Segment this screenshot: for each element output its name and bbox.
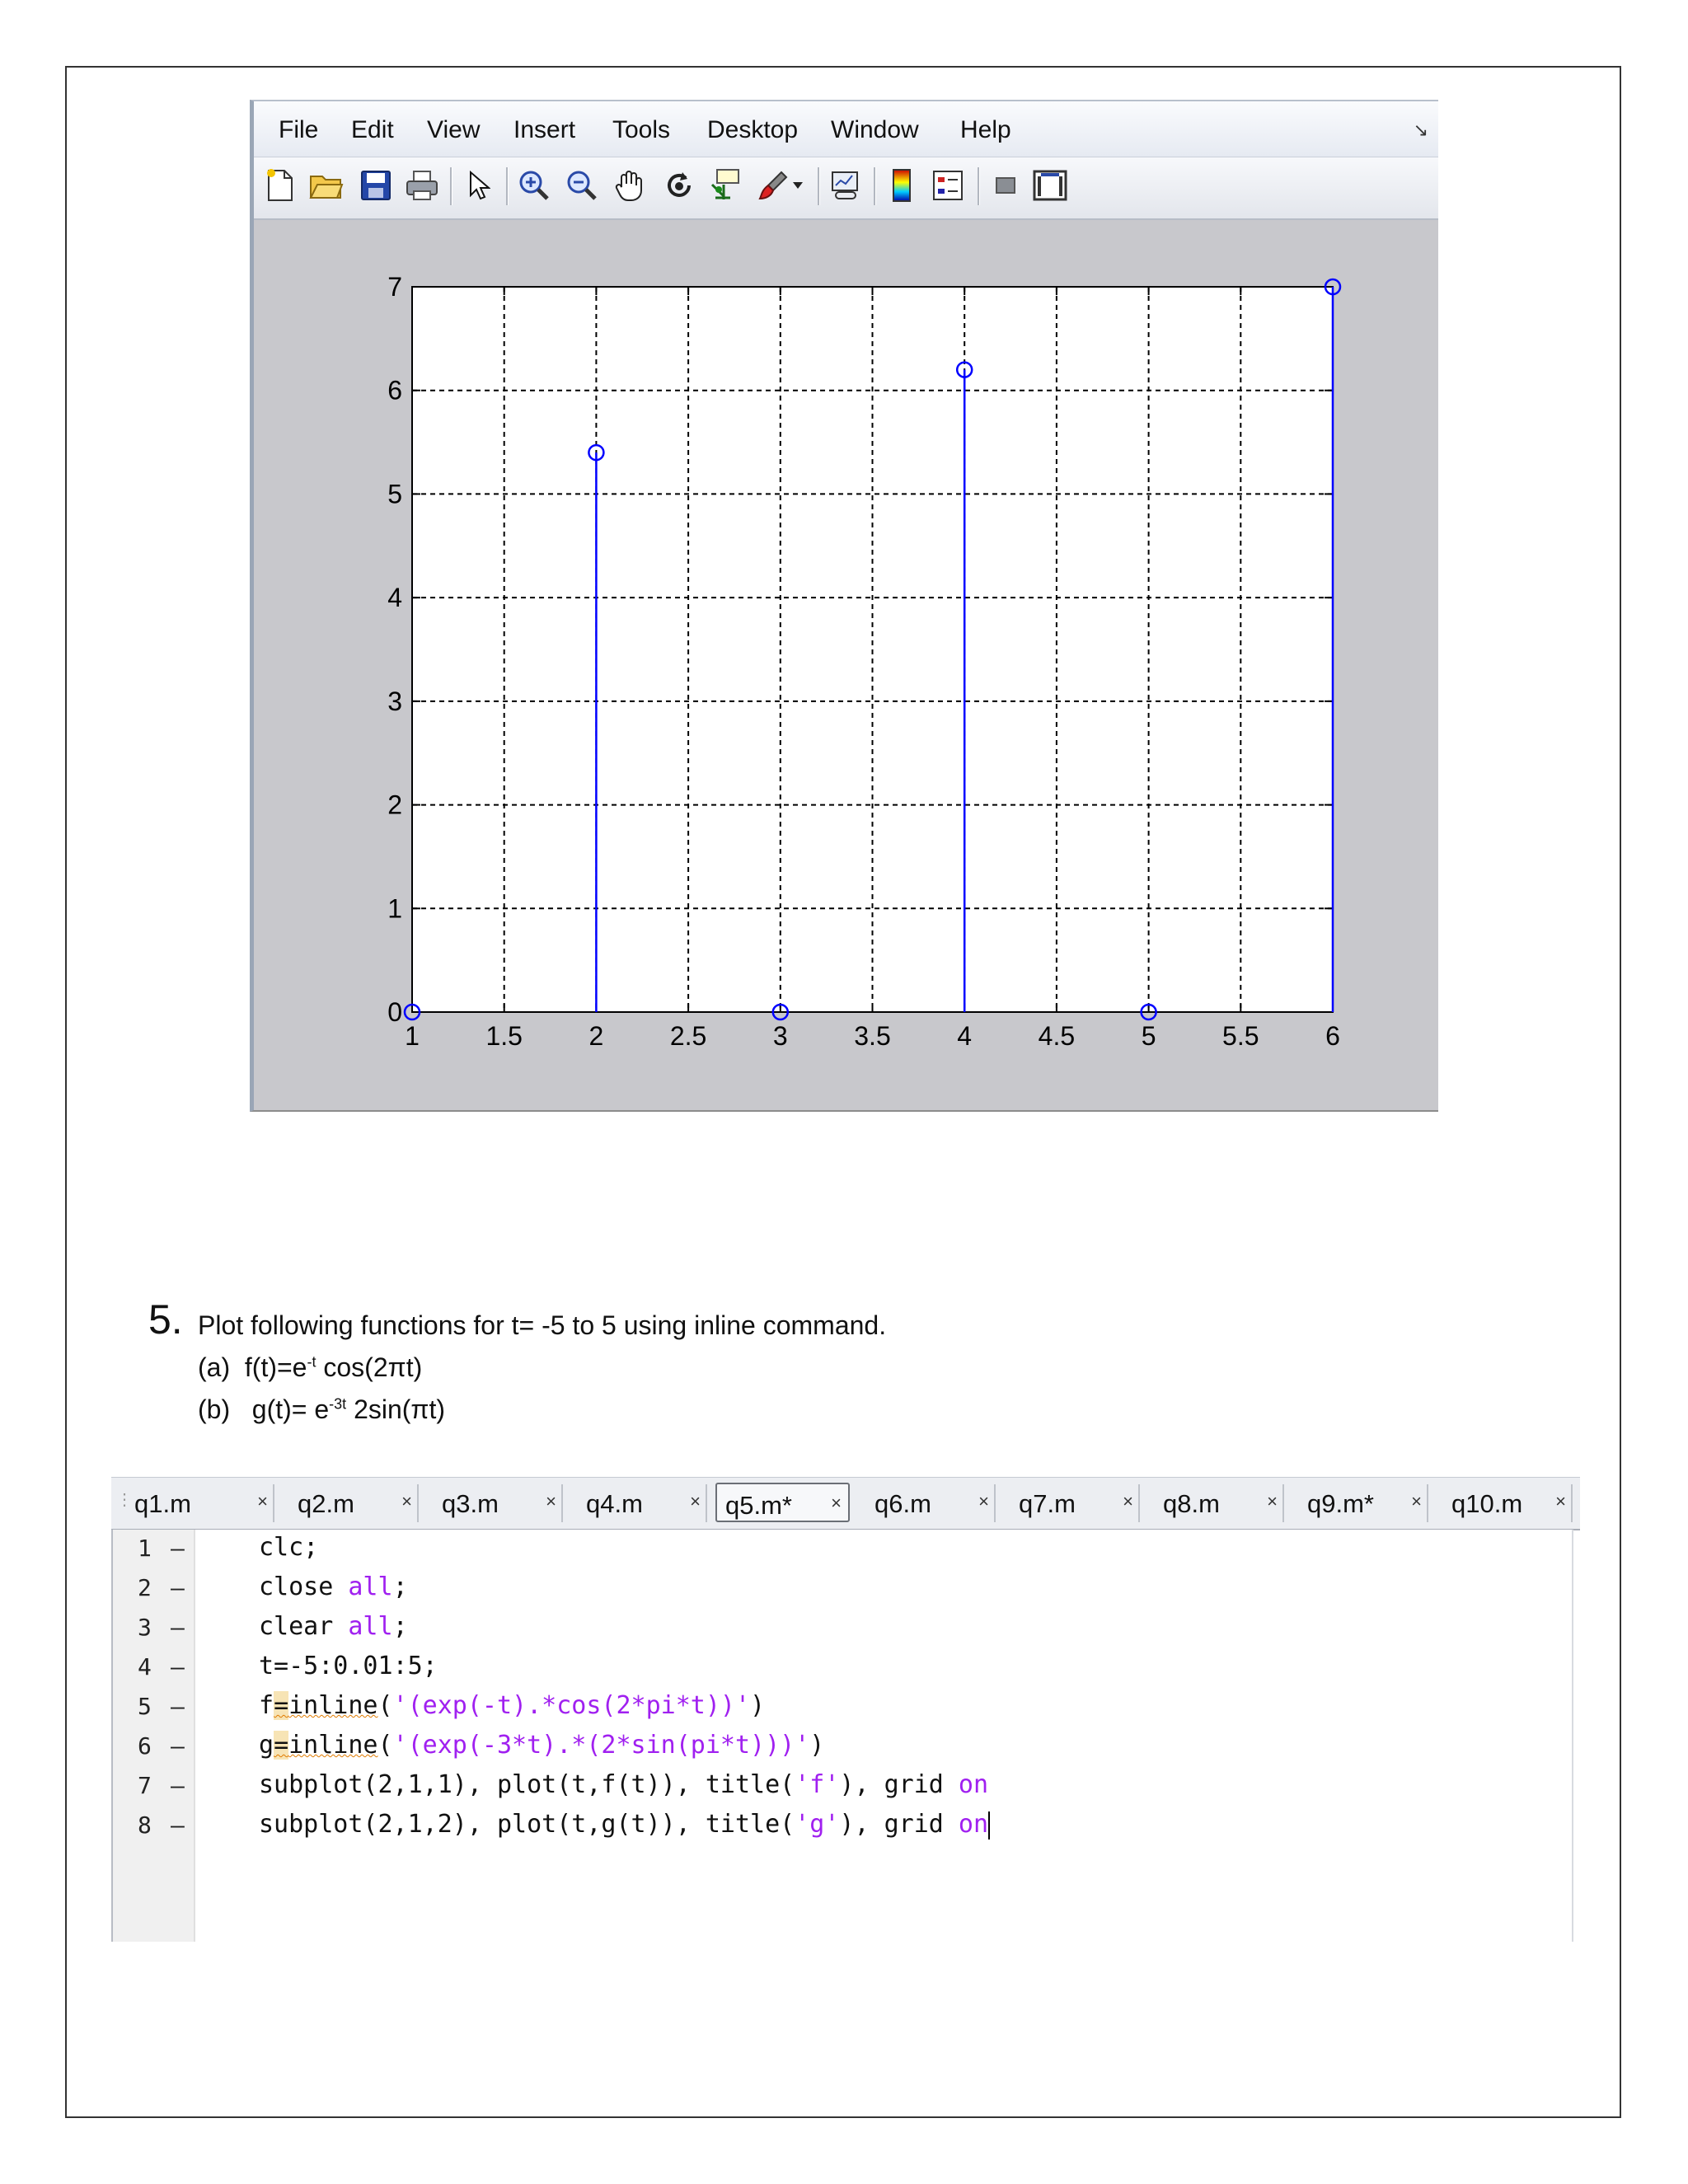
line-number: 8 — [138, 1811, 152, 1839]
y-tick-label: 7 — [387, 272, 402, 302]
close-icon[interactable]: × — [401, 1491, 412, 1511]
part-a-rest: cos(2πt) — [316, 1352, 423, 1382]
tab-q7m[interactable] — [1010, 1483, 1140, 1522]
line-number: 6 — [138, 1732, 152, 1760]
part-b-base: g(t)= e — [251, 1394, 330, 1424]
x-tick-label: 6 — [1325, 1021, 1340, 1051]
menu-desktop[interactable]: Desktop — [707, 116, 799, 143]
x-tick-label: 4.5 — [1038, 1021, 1076, 1051]
question-text: Plot following functions for t= -5 to 5 using inline command. — [198, 1310, 887, 1340]
tab-separator — [561, 1484, 563, 1522]
line-number: 4 — [138, 1653, 152, 1680]
editor-tab-bar — [111, 1477, 1580, 1530]
part-b-rest: 2sin(πt) — [346, 1394, 446, 1424]
tab-label: q3.m — [442, 1489, 499, 1518]
tab-label: q5.m* — [725, 1491, 792, 1520]
code-line-7[interactable]: subplot(2,1,1), plot(t,f(t)), title('f'), grid on — [259, 1770, 989, 1799]
tab-separator — [706, 1484, 707, 1522]
x-tick-label: 1 — [405, 1021, 420, 1051]
menu-overflow-icon[interactable]: ↘ — [1413, 120, 1428, 140]
tab-label: q2.m — [298, 1489, 354, 1518]
breakpoint-marker[interactable]: — — [171, 1732, 185, 1760]
x-tick-label: 3 — [772, 1021, 788, 1051]
code-line-2[interactable]: close all; — [259, 1572, 408, 1601]
x-tick-label: 1.5 — [485, 1021, 523, 1051]
y-tick-label: 4 — [387, 583, 402, 613]
menu-help[interactable]: Help — [960, 116, 1011, 143]
text-caret — [988, 1811, 990, 1840]
code-line-6[interactable]: g=inline('(exp(-3*t).*(2*sin(pi*t)))') — [259, 1731, 825, 1760]
part-a-label: (a) — [198, 1352, 231, 1382]
breakpoint-marker[interactable]: — — [171, 1653, 185, 1680]
tab-label: q4.m — [586, 1489, 643, 1518]
x-tick-label: 3.5 — [854, 1021, 891, 1051]
close-icon[interactable]: × — [978, 1491, 989, 1511]
tab-separator — [1571, 1484, 1573, 1522]
drag-grip-icon[interactable]: ⋮ — [116, 1491, 131, 1509]
menu-view[interactable]: View — [427, 116, 481, 143]
code-line-3[interactable]: clear all; — [259, 1612, 408, 1641]
tab-q4m[interactable] — [578, 1483, 707, 1522]
tab-label: q8.m — [1163, 1489, 1220, 1518]
code-line-5[interactable]: f=inline('(exp(-t).*cos(2*pi*t))') — [259, 1691, 766, 1720]
breakpoint-marker[interactable]: — — [171, 1811, 185, 1839]
tab-q2m[interactable] — [289, 1483, 419, 1522]
close-icon[interactable]: × — [1267, 1491, 1278, 1511]
tab-separator — [417, 1484, 419, 1522]
tab-label: q9.m* — [1307, 1489, 1374, 1518]
close-icon[interactable]: × — [690, 1491, 701, 1511]
close-icon[interactable]: × — [1555, 1491, 1566, 1511]
tab-label: q7.m — [1019, 1489, 1076, 1518]
breakpoint-marker[interactable]: — — [171, 1693, 185, 1720]
breakpoint-marker[interactable]: — — [171, 1574, 185, 1601]
code-editor — [111, 1477, 1580, 1943]
part-b-label: (b) — [198, 1394, 231, 1424]
close-icon[interactable]: × — [1411, 1491, 1422, 1511]
x-tick-label: 2.5 — [669, 1021, 707, 1051]
tab-q10m[interactable] — [1443, 1483, 1573, 1522]
tab-separator — [1427, 1484, 1428, 1522]
code-line-1[interactable]: clc; — [259, 1533, 319, 1562]
tab-separator — [1282, 1484, 1284, 1522]
question-part-b — [198, 1394, 445, 1425]
menu-insert[interactable]: Insert — [513, 116, 576, 143]
x-tick-label: 5 — [1141, 1021, 1156, 1051]
menu-window[interactable]: Window — [831, 116, 919, 143]
tab-label: q6.m — [874, 1489, 931, 1518]
tab-q5m[interactable] — [715, 1483, 850, 1522]
line-number: 3 — [138, 1614, 152, 1641]
line-number: 2 — [138, 1574, 152, 1601]
close-icon[interactable]: × — [1123, 1491, 1133, 1511]
line-number: 7 — [138, 1772, 152, 1799]
code-line-4[interactable]: t=-5:0.01:5; — [259, 1652, 438, 1680]
code-area[interactable] — [111, 1530, 1573, 1942]
part-a-exponent: -t — [307, 1353, 316, 1371]
tab-q8m[interactable] — [1155, 1483, 1284, 1522]
tab-separator — [1138, 1484, 1140, 1522]
close-icon[interactable]: × — [831, 1493, 842, 1513]
menu-edit[interactable]: Edit — [351, 116, 394, 143]
part-a-base: f(t)=e — [244, 1352, 307, 1382]
breakpoint-marker[interactable]: — — [171, 1535, 185, 1562]
y-tick-label: 3 — [387, 686, 402, 716]
question-number: 5. — [148, 1296, 183, 1343]
breakpoint-marker[interactable]: — — [171, 1772, 185, 1799]
question-part-a — [198, 1352, 422, 1383]
y-tick-label: 1 — [387, 893, 402, 924]
tab-separator — [994, 1484, 996, 1522]
close-icon[interactable]: × — [546, 1491, 556, 1511]
y-tick-label: 6 — [387, 375, 402, 405]
tab-separator — [273, 1484, 274, 1522]
y-tick-label: 2 — [387, 790, 402, 820]
menu-file[interactable]: File — [279, 116, 319, 143]
breakpoint-marker[interactable]: — — [171, 1614, 185, 1641]
close-icon[interactable]: × — [257, 1491, 268, 1511]
tab-label: q10.m — [1451, 1489, 1523, 1518]
x-tick-label: 5.5 — [1222, 1021, 1259, 1051]
x-tick-label: 2 — [588, 1021, 604, 1051]
line-number: 5 — [138, 1693, 152, 1720]
tab-q6m[interactable] — [866, 1483, 996, 1522]
line-number: 1 — [138, 1535, 152, 1562]
tab-label: q1.m — [134, 1489, 191, 1518]
tab-q9m[interactable] — [1299, 1483, 1428, 1522]
y-tick-label: 0 — [387, 997, 402, 1027]
x-tick-label: 4 — [957, 1021, 973, 1051]
code-line-8[interactable]: subplot(2,1,2), plot(t,g(t)), title('g'), grid on — [259, 1810, 989, 1839]
tab-q1m[interactable] — [126, 1483, 274, 1522]
menu-tools[interactable]: Tools — [612, 116, 671, 143]
tab-q3m[interactable] — [434, 1483, 563, 1522]
part-b-exponent: -3t — [329, 1395, 347, 1413]
y-tick-label: 5 — [387, 479, 402, 509]
